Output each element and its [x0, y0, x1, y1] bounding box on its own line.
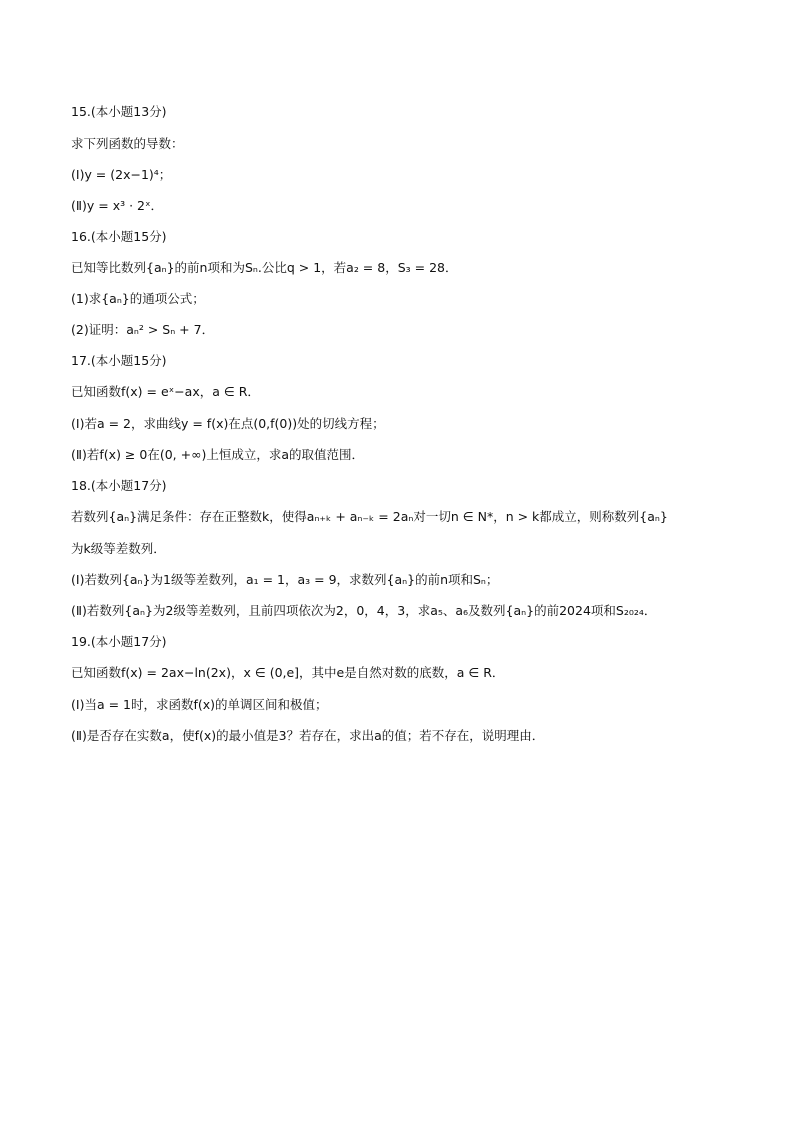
problem-18-statement: 若数列{aₙ}满足条件：存在正整数k，使得aₙ₊ₖ + aₙ₋ₖ = 2aₙ对一切n ∈ N*，n > k都成立，则称数列{aₙ} [71, 509, 668, 524]
problem-17-part-1: (Ⅰ)若a = 2，求曲线y = f(x)在点(0,f(0))处的切线方程； [71, 416, 385, 431]
problem-15-header: 15.(本小题13分) [71, 104, 167, 119]
problem-16-header: 16.(本小题15分) [71, 229, 167, 244]
problem-15-part-2: (Ⅱ)y = x³ · 2ˣ． [71, 198, 164, 213]
problem-18-statement-cont: 为k级等差数列． [71, 541, 166, 556]
problem-16-statement: 已知等比数列{aₙ}的前n项和为Sₙ.公比q > 1，若a₂ = 8，S₃ = 28． [71, 260, 458, 275]
problem-16-part-1: (1)求{aₙ}的通项公式； [71, 291, 205, 306]
problem-15-prompt: 求下列函数的导数： [71, 136, 184, 151]
problem-17-part-2: (Ⅱ)若f(x) ≥ 0在(0, +∞)上恒成立，求a的取值范围． [71, 447, 365, 462]
problem-17-statement: 已知函数f(x) = eˣ−ax，a ∈ R． [71, 384, 260, 399]
problem-15-part-1: (Ⅰ)y = (2x−1)⁴； [71, 167, 172, 182]
problem-19-header: 19.(本小题17分) [71, 634, 167, 649]
problem-16-part-2: (2)证明：aₙ² > Sₙ + 7． [71, 322, 215, 337]
problem-18-part-2: (Ⅱ)若数列{aₙ}为2级等差数列，且前四项依次为2，0，4，3，求a₅、a₆及数列{aₙ}的前2024项和S₂₀₂₄． [71, 603, 657, 618]
problem-19-part-1: (Ⅰ)当a = 1时，求函数f(x)的单调区间和极值； [71, 697, 328, 712]
problem-18-part-1: (Ⅰ)若数列{aₙ}为1级等差数列，a₁ = 1，a₃ = 9，求数列{aₙ}的前n项和Sₙ； [71, 572, 499, 587]
problem-19-part-2: (Ⅱ)是否存在实数a，使f(x)的最小值是3？若存在，求出a的值；若不存在，说明理由． [71, 728, 545, 743]
problem-17-header: 17.(本小题15分) [71, 353, 167, 368]
problem-19-statement: 已知函数f(x) = 2ax−ln(2x)，x ∈ (0,e]，其中e是自然对数的底数，a ∈ R． [71, 665, 505, 680]
problem-18-header: 18.(本小题17分) [71, 478, 167, 493]
